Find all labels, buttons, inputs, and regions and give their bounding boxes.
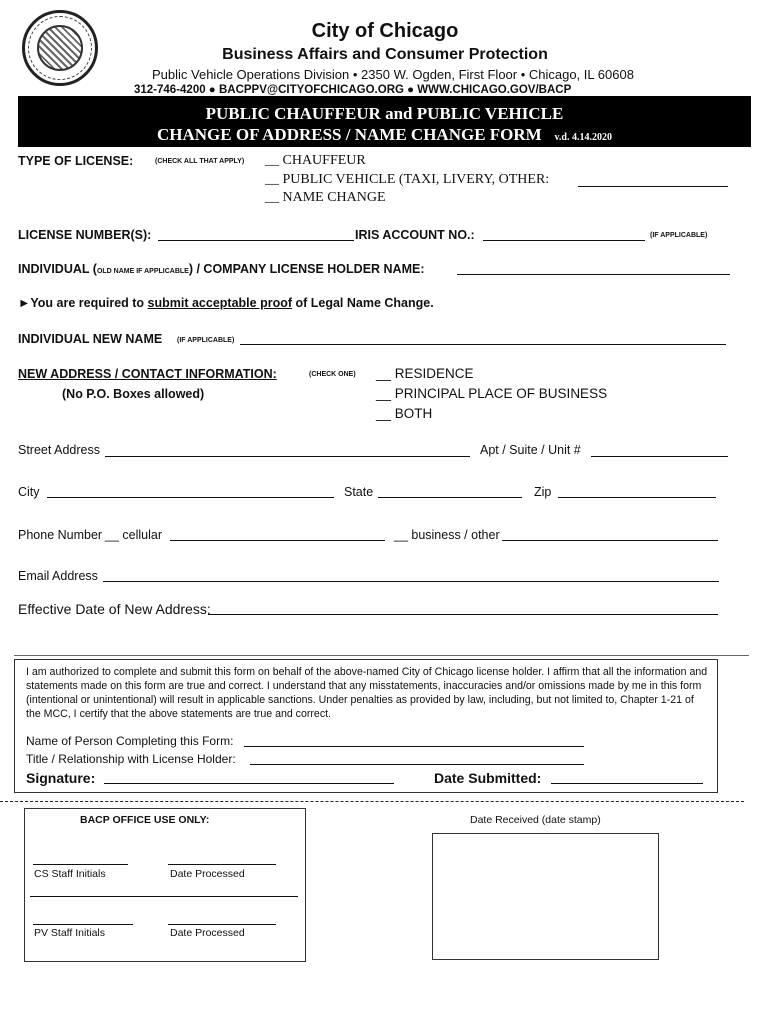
- option-principal-business[interactable]: __ PRINCIPAL PLACE OF BUSINESS: [376, 386, 608, 401]
- form-title-line1: PUBLIC CHAUFFEUR and PUBLIC VEHICLE: [205, 104, 564, 123]
- state-label: State: [344, 485, 374, 499]
- iris-hint: (IF APPLICABLE): [650, 232, 708, 239]
- section-divider: [14, 655, 749, 656]
- department-title: Business Affairs and Consumer Protection: [222, 46, 548, 63]
- city-label: City: [18, 485, 40, 499]
- relationship-field[interactable]: [250, 764, 584, 765]
- holder-label-a: INDIVIDUAL (: [18, 262, 97, 276]
- email-field[interactable]: [103, 581, 719, 582]
- option-residence[interactable]: __ RESIDENCE: [376, 366, 474, 381]
- date-processed-2-field[interactable]: [168, 924, 276, 925]
- city-title: City of Chicago: [311, 20, 459, 42]
- business-option[interactable]: __ business / other: [394, 528, 500, 542]
- date-processed-1-field[interactable]: [168, 864, 276, 865]
- new-name-hint: (IF APPLICABLE): [177, 337, 235, 344]
- proof-prefix: ►You are required to: [18, 296, 148, 310]
- date-submitted-label: Date Submitted:: [434, 770, 542, 786]
- option-chauffeur[interactable]: __ CHAUFFEUR: [265, 153, 366, 168]
- license-type-label: TYPE OF LICENSE:: [18, 154, 134, 168]
- form-title-bar: [18, 96, 751, 147]
- office-divider: [30, 896, 298, 897]
- relationship-label: Title / Relationship with License Holder:: [26, 752, 236, 766]
- state-field[interactable]: [378, 497, 522, 498]
- holder-label-b: ) / COMPANY LICENSE HOLDER NAME:: [188, 262, 425, 276]
- division-address: Public Vehicle Operations Division • 2350 W. Ogden, First Floor • Chicago, IL 60608: [152, 67, 634, 82]
- holder-name-field[interactable]: [457, 274, 730, 275]
- option-public-vehicle[interactable]: __ PUBLIC VEHICLE (TAXI, LIVERY, OTHER:: [265, 172, 550, 187]
- holder-label-small: OLD NAME IF APPLICABLE: [96, 268, 189, 275]
- person-name-field[interactable]: [244, 746, 584, 747]
- pv-initials-field[interactable]: [33, 924, 133, 925]
- zip-label: Zip: [534, 485, 552, 499]
- email-label: Email Address: [18, 569, 98, 583]
- effective-date-label: Effective Date of New Address:: [18, 601, 211, 617]
- cellular-option[interactable]: __ cellular: [105, 528, 162, 542]
- cellular-field[interactable]: [170, 540, 385, 541]
- option-name-change[interactable]: __ NAME CHANGE: [265, 190, 386, 205]
- license-type-hint: (CHECK ALL THAT APPLY): [155, 158, 245, 165]
- effective-date-field[interactable]: [208, 614, 718, 615]
- signature-field[interactable]: [104, 783, 394, 784]
- cs-initials-field[interactable]: [33, 864, 128, 865]
- proof-note: [18, 296, 434, 310]
- option-both[interactable]: __ BOTH: [376, 406, 433, 421]
- form-title-line2: CHANGE OF ADDRESS / NAME CHANGE FORM: [157, 125, 542, 144]
- license-number-field[interactable]: [158, 240, 354, 241]
- attestation-text: I am authorized to complete and submit this form on behalf of the above-named City of Chicago license holder. I affirm that all the information and statements made on this form are true and correct. I understand that any misstatements, inaccuracies and/or omissions made by me in this form (intentional or unintentional) will result in applicable sanctions. Under penalties as provided by law, including, but not limited to, Chapter 1-21 of the MCC, I certify that the above statements are true and correct.: [26, 666, 708, 720]
- phone-label: Phone Number: [18, 528, 103, 542]
- person-name-label: Name of Person Completing this Form:: [26, 734, 234, 748]
- pv-initials-label: PV Staff Initials: [34, 927, 106, 939]
- new-name-label: INDIVIDUAL NEW NAME: [18, 332, 163, 346]
- cut-line: [0, 801, 744, 802]
- no-po-box-note: (No P.O. Boxes allowed): [62, 387, 205, 401]
- office-use-heading: BACP OFFICE USE ONLY:: [80, 814, 210, 826]
- signature-label: Signature:: [26, 770, 96, 786]
- date-submitted-field[interactable]: [551, 783, 703, 784]
- proof-underlined: submit acceptable proof: [147, 296, 293, 310]
- new-address-label: NEW ADDRESS / CONTACT INFORMATION:: [18, 367, 277, 381]
- iris-account-field[interactable]: [483, 240, 645, 241]
- business-field[interactable]: [502, 540, 718, 541]
- date-stamp-box[interactable]: [432, 833, 659, 960]
- zip-field[interactable]: [558, 497, 716, 498]
- city-field[interactable]: [47, 497, 334, 498]
- public-vehicle-other-field[interactable]: [578, 186, 728, 187]
- holder-name-label: [18, 262, 425, 276]
- date-processed-2-label: Date Processed: [170, 927, 245, 939]
- street-field[interactable]: [105, 456, 470, 457]
- street-label: Street Address: [18, 443, 100, 457]
- proof-suffix: of Legal Name Change.: [292, 296, 434, 310]
- iris-account-label: IRIS ACCOUNT NO.:: [355, 228, 475, 242]
- date-received-label: Date Received (date stamp): [470, 814, 601, 826]
- contact-line: 312-746-4200 ● BACPPV@CITYOFCHICAGO.ORG ● WWW.CHICAGO.GOV/BACP: [134, 84, 572, 96]
- license-number-label: LICENSE NUMBER(S):: [18, 228, 152, 242]
- form-version: v.d. 4.14.2020: [554, 132, 612, 143]
- apt-field[interactable]: [591, 456, 728, 457]
- date-processed-1-label: Date Processed: [170, 868, 245, 880]
- cs-initials-label: CS Staff Initials: [34, 868, 106, 880]
- new-name-field[interactable]: [240, 344, 726, 345]
- new-address-hint: (CHECK ONE): [309, 371, 356, 378]
- apt-label: Apt / Suite / Unit #: [480, 443, 581, 457]
